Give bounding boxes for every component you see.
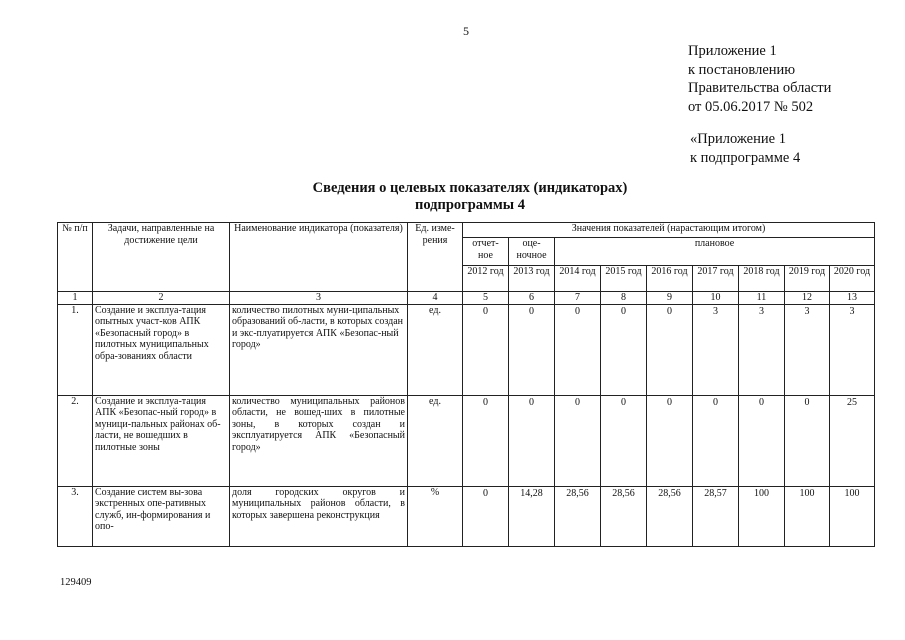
header-unit: Ед. изме-рения — [408, 223, 463, 292]
row-value: 28,56 — [555, 486, 601, 546]
row-indicator: количество пилотных муни-ципальных образований об-ласти, в которых создан и экс-плуатируется АПК «Безопас-ный город» — [230, 304, 408, 395]
approval-block — [688, 42, 831, 116]
row-number: 3. — [58, 486, 93, 546]
col-number: 1 — [58, 292, 93, 305]
header-tasks: Задачи, направленные на достижение цели — [93, 223, 230, 292]
header-estimated: оце-ночное — [509, 238, 555, 266]
approval-line: к постановлению — [688, 61, 796, 78]
header-reported: отчет-ное — [463, 238, 509, 266]
row-value: 25 — [830, 395, 875, 486]
row-value: 0 — [555, 304, 601, 395]
table-row — [58, 486, 875, 546]
col-number: 4 — [408, 292, 463, 305]
header-year: 2017 год — [693, 266, 739, 292]
row-value: 3 — [830, 304, 875, 395]
row-task: Создание систем вы-зова экстренных опе-ративных служб, ин-формирования и опо- — [93, 486, 230, 546]
row-value: 0 — [509, 304, 555, 395]
row-task: Создание и эксплуа-тация АПК «Безопас-ный город» в муници-пальных районах об-ласти, не вошедших в пилотные зоны — [93, 395, 230, 486]
row-value: 0 — [601, 304, 647, 395]
header-year: 2016 год — [647, 266, 693, 292]
row-value: 0 — [463, 304, 509, 395]
row-task: Создание и эксплуа-тация опытных участ-ков АПК «Безопасный город» в пилотных муниципальных обра-зованиях области — [93, 304, 230, 395]
row-value: 100 — [739, 486, 785, 546]
header-planned: плановое — [555, 238, 875, 266]
row-value: 0 — [555, 395, 601, 486]
approval-line: Приложение 1 — [688, 43, 777, 59]
header-indicator: Наименование индикатора (показателя) — [230, 223, 408, 292]
row-number: 2. — [58, 395, 93, 486]
row-value: 3 — [693, 304, 739, 395]
row-value: 28,57 — [693, 486, 739, 546]
col-number: 7 — [555, 292, 601, 305]
row-value: 100 — [785, 486, 830, 546]
row-value: 3 — [785, 304, 830, 395]
appendix-line: «Приложение 1 — [690, 131, 786, 147]
col-number: 10 — [693, 292, 739, 305]
header-year: 2015 год — [601, 266, 647, 292]
header-num: № п/п — [58, 223, 93, 292]
table-row — [58, 304, 875, 395]
header-year: 2018 год — [739, 266, 785, 292]
col-number: 8 — [601, 292, 647, 305]
row-indicator: количество муниципальных районов области, не вошед-ших в пилотные зоны, в которых создан и эксплуатируется АПК «Безопасный город» — [230, 395, 408, 486]
title-line: Сведения о целевых показателях (индикаторах) — [312, 180, 628, 196]
row-value: 0 — [785, 395, 830, 486]
header-year: 2019 год — [785, 266, 830, 292]
row-value: 0 — [647, 395, 693, 486]
appendix-line: к подпрограмме 4 — [690, 149, 801, 166]
row-value: 0 — [463, 486, 509, 546]
header-year: 2012 год — [463, 266, 509, 292]
row-unit: % — [408, 486, 463, 546]
row-value: 100 — [830, 486, 875, 546]
approval-line: от 05.06.2017 № 502 — [688, 98, 814, 115]
col-number: 13 — [830, 292, 875, 305]
document-id: 129409 — [60, 577, 92, 588]
row-indicator: доля городских округов и муниципальных районов области, в которых завершена реконструкция — [230, 486, 408, 546]
indicators-table — [57, 222, 875, 547]
header-year: 2014 год — [555, 266, 601, 292]
header-year: 2013 год — [509, 266, 555, 292]
title-line: подпрограммы 4 — [414, 197, 526, 213]
col-number: 3 — [230, 292, 408, 305]
row-number: 1. — [58, 304, 93, 395]
row-unit: ед. — [408, 395, 463, 486]
col-number: 6 — [509, 292, 555, 305]
col-number: 5 — [463, 292, 509, 305]
col-number: 12 — [785, 292, 830, 305]
row-value: 3 — [739, 304, 785, 395]
approval-line: Правительства области — [688, 80, 832, 96]
row-value: 0 — [509, 395, 555, 486]
row-value: 0 — [463, 395, 509, 486]
row-value: 0 — [739, 395, 785, 486]
document-title — [230, 180, 710, 214]
col-number: 11 — [739, 292, 785, 305]
row-value: 0 — [601, 395, 647, 486]
row-value: 14,28 — [509, 486, 555, 546]
row-value: 0 — [693, 395, 739, 486]
row-unit: ед. — [408, 304, 463, 395]
row-value: 28,56 — [647, 486, 693, 546]
header-values: Значения показателей (нарастающим итогом) — [463, 223, 875, 238]
col-number: 9 — [647, 292, 693, 305]
header-year: 2020 год — [830, 266, 875, 292]
row-value: 0 — [647, 304, 693, 395]
table-row — [58, 395, 875, 486]
col-number: 2 — [93, 292, 230, 305]
page-number: 5 — [463, 24, 469, 38]
appendix-block — [690, 130, 800, 167]
row-value: 28,56 — [601, 486, 647, 546]
